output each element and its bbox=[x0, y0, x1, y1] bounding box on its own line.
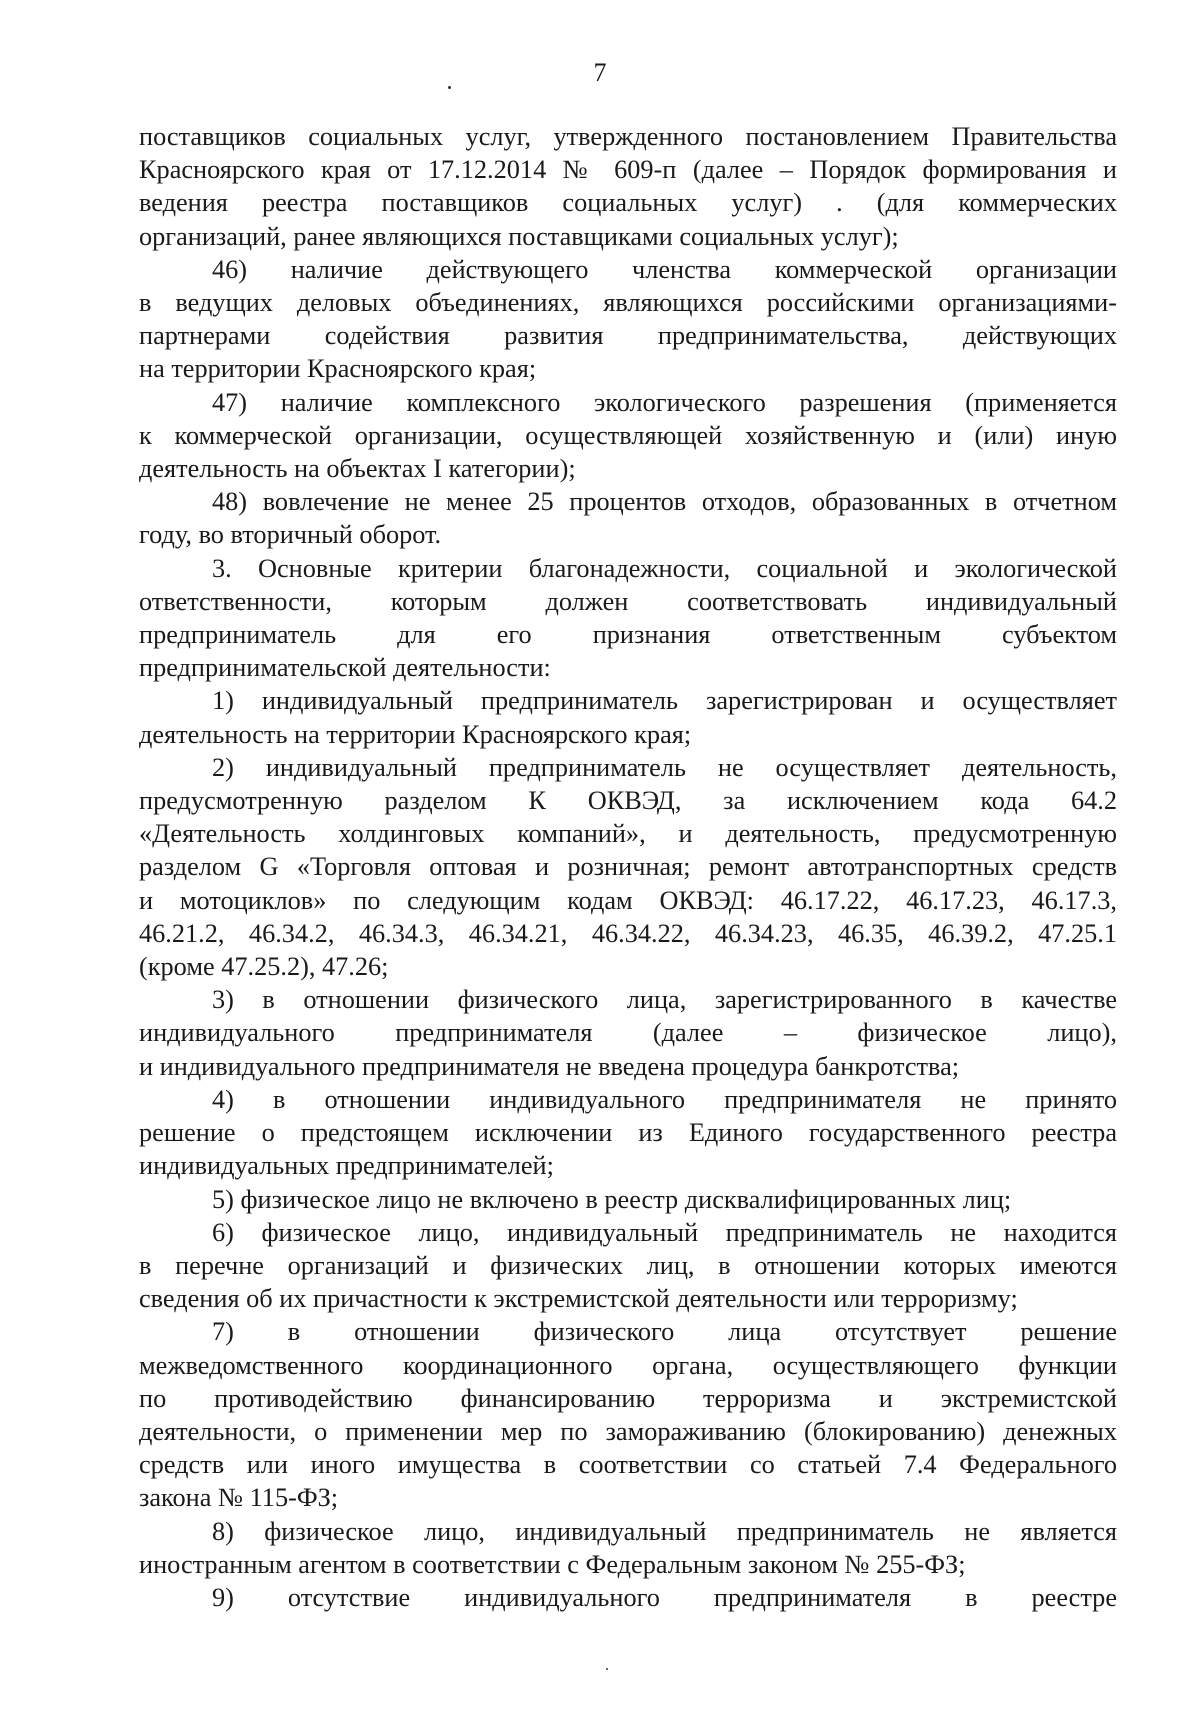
text-line: 9) отсутствие индивидуального предпринимателя в реестре bbox=[212, 1582, 1117, 1612]
text-line: в ведущих деловых объединениях, являющихся российскими организациями- bbox=[139, 288, 1117, 318]
text-line: (кроме 47.25.2), 47.26; bbox=[139, 952, 389, 982]
text-line: деятельности, о применении мер по замораживанию (блокированию) денежных bbox=[139, 1416, 1117, 1446]
paragraph bbox=[139, 751, 1117, 983]
text-line: межведомственного координационного органа, осуществляющего функции bbox=[139, 1350, 1117, 1380]
text-line: 3) в отношении физического лица, зарегистрированного в качестве bbox=[212, 985, 1117, 1015]
paragraph bbox=[139, 485, 1117, 551]
text-line: закона № 115-ФЗ; bbox=[139, 1483, 339, 1513]
paragraph bbox=[139, 1216, 1117, 1316]
paragraph bbox=[139, 386, 1117, 486]
page-number: 7 bbox=[593, 58, 607, 87]
paragraph bbox=[139, 120, 1117, 253]
text-line: 2) индивидуальный предприниматель не осуществляет деятельность, bbox=[212, 752, 1117, 782]
text-line: предпринимательской деятельности: bbox=[139, 653, 551, 683]
text-line: 5) физическое лицо не включено в реестр дисквалифицированных лиц; bbox=[212, 1184, 1012, 1214]
text-line: 46) наличие действующего членства коммерческой организации bbox=[212, 254, 1117, 284]
text-line: 7) в отношении физического лица отсутствует решение bbox=[212, 1317, 1117, 1347]
text-line: году, во вторичный оборот. bbox=[139, 520, 442, 550]
text-line: предусмотренную разделом К ОКВЭД, за исключением кода 64.2 bbox=[139, 786, 1117, 816]
text-line: Красноярского края от 17.12.2014 № 609-п (далее – Порядок формирования и bbox=[139, 155, 1117, 185]
text-line: и индивидуального предпринимателя не введена процедура банкротства; bbox=[139, 1051, 960, 1081]
text-line: «Деятельность холдинговых компаний», и деятельность, предусмотренную bbox=[139, 819, 1117, 849]
paragraph bbox=[139, 1581, 1117, 1614]
text-line: деятельность на объектах I категории); bbox=[139, 454, 576, 484]
text-line: средств или иного имущества в соответствии со статьей 7.4 Федерального bbox=[139, 1450, 1117, 1480]
text-line: 6) физическое лицо, индивидуальный предприниматель не находится bbox=[212, 1217, 1117, 1247]
document-body bbox=[139, 120, 1117, 1614]
text-line: ведения реестра поставщиков социальных услуг) . (для коммерческих bbox=[139, 188, 1117, 218]
text-line: в перечне организаций и физических лиц, в отношении которых имеются bbox=[139, 1250, 1117, 1280]
paragraph bbox=[139, 1515, 1117, 1581]
text-line: индивидуального предпринимателя (далее – физическое лицо), bbox=[139, 1018, 1117, 1048]
text-line: 3. Основные критерии благонадежности, социальной и экологической bbox=[212, 553, 1117, 583]
text-line: 4) в отношении индивидуального предпринимателя не принято bbox=[212, 1084, 1117, 1114]
paragraph bbox=[139, 684, 1117, 750]
text-line: и мотоциклов» по следующим кодам ОКВЭД: 46.17.22, 46.17.23, 46.17.3, bbox=[139, 885, 1117, 915]
text-line: на территории Красноярского края; bbox=[139, 354, 537, 384]
text-line: 1) индивидуальный предприниматель зарегистрирован и осуществляет bbox=[212, 686, 1117, 716]
paragraph bbox=[139, 1315, 1117, 1514]
text-line: иностранным агентом в соответствии с Федеральным законом № 255-ФЗ; bbox=[139, 1549, 966, 1579]
text-line: индивидуальных предпринимателей; bbox=[139, 1151, 554, 1181]
text-line: сведения об их причастности к экстремистской деятельности или терроризму; bbox=[139, 1284, 1018, 1314]
text-line: ответственности, которым должен соответствовать индивидуальный bbox=[139, 586, 1117, 616]
text-line: к коммерческой организации, осуществляющей хозяйственную и (или) иную bbox=[139, 420, 1117, 450]
text-line: партнерами содействия развития предпринимательства, действующих bbox=[139, 321, 1117, 351]
paragraph bbox=[139, 253, 1117, 386]
text-line: по противодействию финансированию терроризма и экстремистской bbox=[139, 1383, 1117, 1413]
text-line: организаций, ранее являющихся поставщиками социальных услуг); bbox=[139, 221, 899, 251]
paragraph bbox=[139, 552, 1117, 685]
text-line: 46.21.2, 46.34.2, 46.34.3, 46.34.21, 46.34.22, 46.34.23, 46.35, 46.39.2, 47.25.1 bbox=[139, 918, 1117, 948]
paragraph bbox=[139, 983, 1117, 1083]
text-line: разделом G «Торговля оптовая и розничная; ремонт автотранспортных средств bbox=[139, 852, 1117, 882]
text-line: 47) наличие комплексного экологического разрешения (применяется bbox=[212, 387, 1117, 417]
text-line: решение о предстоящем исключении из Единого государственного реестра bbox=[139, 1118, 1117, 1148]
text-line: поставщиков социальных услуг, утвержденного постановлением Правительства bbox=[139, 122, 1117, 151]
paragraph bbox=[139, 1183, 1117, 1216]
scan-speck bbox=[606, 1668, 608, 1670]
text-line: 48) вовлечение не менее 25 процентов отходов, образованных в отчетном bbox=[212, 487, 1117, 517]
text-line: 8) физическое лицо, индивидуальный предприниматель не является bbox=[212, 1516, 1117, 1546]
text-line: предприниматель для его признания ответственным субъектом bbox=[139, 620, 1117, 650]
scan-speck bbox=[448, 86, 451, 89]
text-line: деятельность на территории Красноярского края; bbox=[139, 719, 692, 749]
paragraph bbox=[139, 1083, 1117, 1183]
